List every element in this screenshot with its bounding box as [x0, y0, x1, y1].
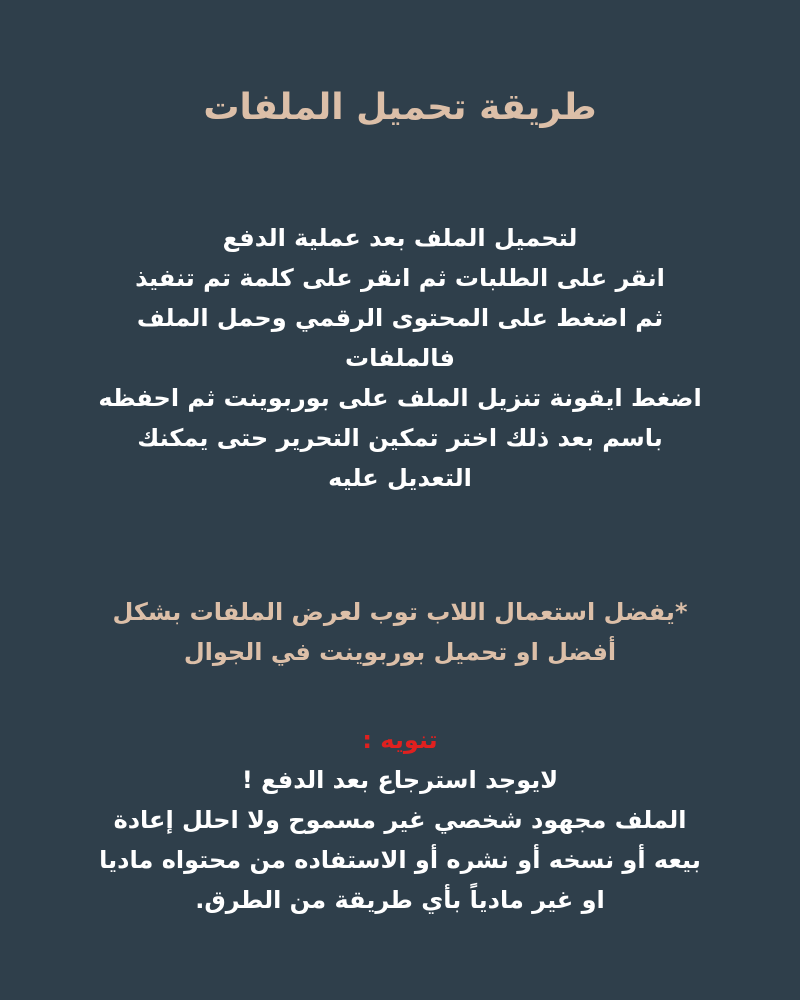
instruction-line: التعديل عليه — [328, 464, 472, 492]
notice-line: او غير مادياً بأي طريقة من الطرق. — [195, 886, 605, 914]
preference-line: *يفضل استعمال اللاب توب لعرض الملفات بشكل — [112, 598, 688, 626]
notice-label: تنويه : — [362, 726, 438, 754]
instruction-line: انقر على الطلبات ثم انقر على كلمة تم تنفيذ — [135, 264, 665, 292]
preference-line: أفضل او تحميل بوربوينت في الجوال — [183, 638, 617, 666]
instruction-line: لتحميل الملف بعد عملية الدفع — [222, 224, 578, 252]
download-instructions — [40, 218, 760, 498]
instruction-line: اضغط ايقونة تنزيل الملف على بوربوينت ثم احفظه — [98, 384, 702, 412]
notice-line: بيعه أو نسخه أو نشره أو الاستفاده من محتواه ماديا — [99, 846, 701, 874]
notice-line: الملف مجهود شخصي غير مسموح ولا احلل إعادة — [113, 806, 687, 834]
instruction-line: ثم اضغط على المحتوى الرقمي وحمل الملف — [136, 304, 664, 332]
instruction-line: فالملفات — [344, 344, 456, 372]
notice-section — [40, 720, 760, 920]
page-title: طريقة تحميل الملفات — [203, 87, 597, 128]
instruction-line: باسم بعد ذلك اختر تمكين التحرير حتى يمكنك — [137, 424, 663, 452]
notice-line: لايوجد استرجاع بعد الدفع ! — [241, 766, 559, 794]
device-preference-note — [40, 592, 760, 672]
